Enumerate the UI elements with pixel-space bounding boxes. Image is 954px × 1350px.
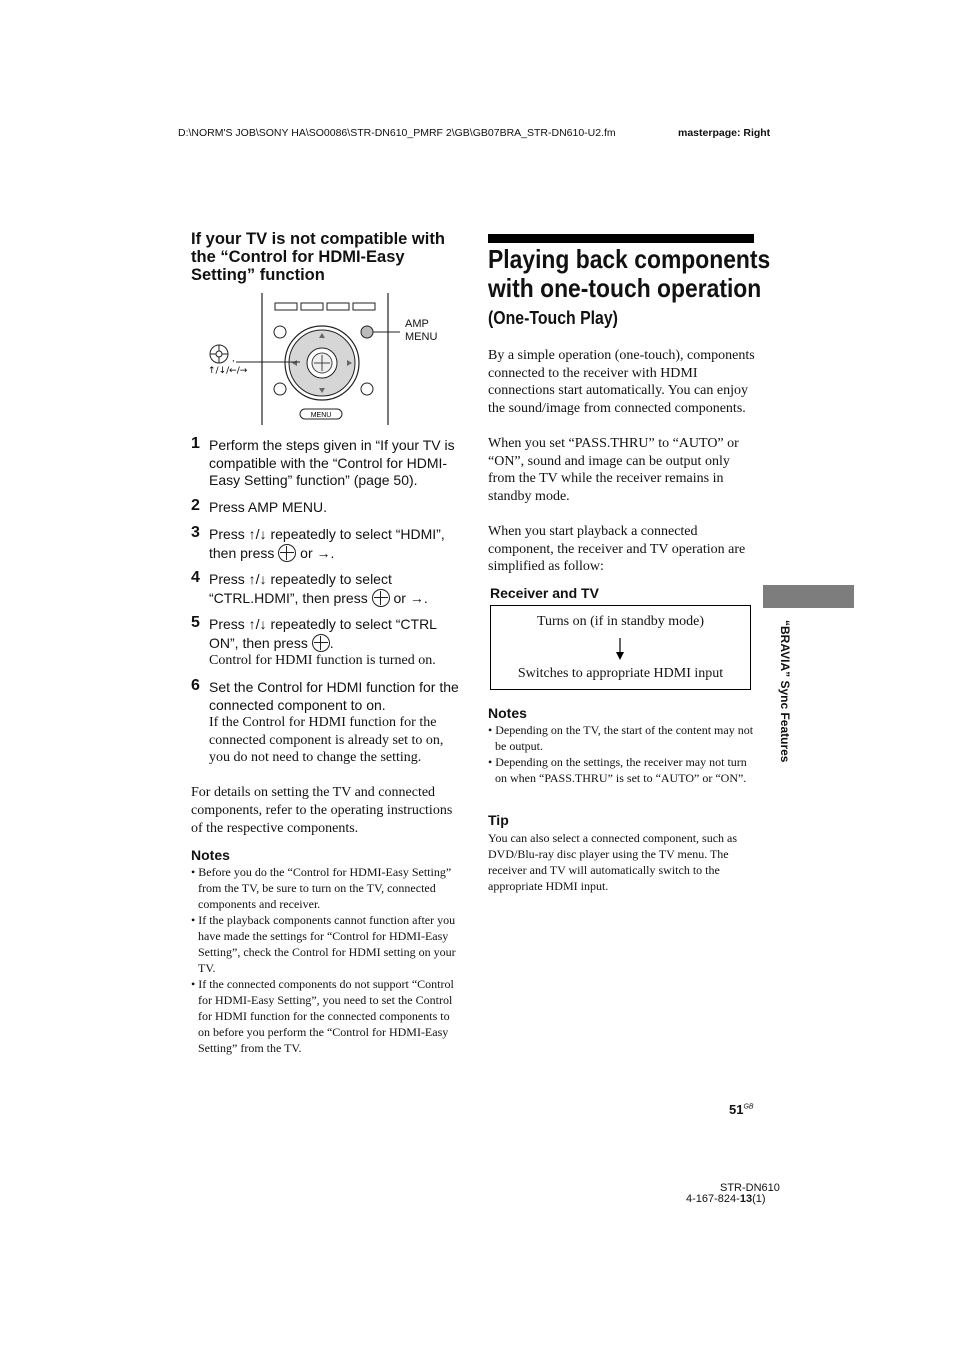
amp-menu-label-line2: MENU	[405, 331, 438, 343]
header-masterpage: masterpage: Right	[678, 127, 771, 139]
document-code-prefix: 4-167-824-	[686, 1193, 740, 1205]
page-title	[488, 244, 771, 303]
step-text: Press AMP MENU.	[209, 499, 327, 515]
side-tab-bar	[763, 585, 854, 608]
page-title-line1: Playing back components	[488, 244, 771, 274]
remote-control-drawing	[200, 293, 460, 428]
document-code-bold: 13	[739, 1193, 753, 1205]
note-item: • Depending on the TV, the start of the content may not be output.	[488, 723, 754, 753]
pass-thru-paragraph: When you set “PASS.THRU” to “AUTO” or “ON”, sound and image can be output only from the TV while the receiver remains in standby mode.	[488, 436, 739, 504]
page-title-line2: with one-touch operation	[488, 273, 762, 303]
down-arrow-icon	[615, 638, 625, 660]
step-text: Perform the steps given in “If your TV is compatible with the “Control for HDMI-Easy Setting” function” (page 50).	[209, 437, 455, 488]
step-text: Press ↑/↓ repeatedly to select “CTRL ON”, then press	[209, 616, 437, 651]
document-code-suffix: (1)	[752, 1193, 766, 1205]
step-number: 5	[191, 614, 200, 631]
note-item: • Depending on the settings, the receiver may not turn on when “PASS.THRU” is set to “AUTO” or “ON”.	[488, 755, 747, 785]
tip-heading: Tip	[488, 812, 509, 828]
page-number-value: 51	[729, 1102, 744, 1117]
step-subtext: If the Control for HDMI function for the connected component is already set to on, you do not need to change the setting.	[209, 715, 444, 765]
document-code	[686, 1193, 766, 1205]
side-tab-label: “BRAVIA” Sync Features	[778, 620, 792, 763]
step-text: Press ↑/↓ repeatedly to select “HDMI”, then press	[209, 526, 445, 561]
notes-heading: Notes	[191, 847, 230, 863]
playback-paragraph: When you start playback a connected component, the receiver and TV operation are simplified as follow:	[488, 524, 746, 575]
flow-heading: Receiver and TV	[490, 585, 599, 601]
intro-paragraph: By a simple operation (one-touch), components connected to the receiver with HDMI connections start automatically. You can enjoy the sound/image from connected components.	[488, 348, 755, 416]
step-number: 2	[191, 497, 200, 514]
step-number: 3	[191, 524, 200, 541]
notes-list	[191, 864, 456, 1056]
page-subtitle: (One-Touch Play)	[488, 308, 618, 328]
step-6	[191, 679, 461, 767]
flow-diagram	[490, 605, 751, 690]
step-5	[191, 616, 461, 670]
tip-text: You can also select a connected component, such as DVD/Blu-ray disc player using the TV menu. The receiver and TV will automatically switch to the appropriate HDMI input.	[488, 831, 738, 893]
flow-step-switch-input: Switches to appropriate HDMI input	[517, 666, 724, 681]
page-number	[729, 1102, 754, 1117]
step-text-end: or →.	[393, 589, 428, 606]
svg-text:,: ,	[232, 353, 235, 363]
enter-button-icon	[278, 544, 296, 562]
step-text: Press ↑/↓ repeatedly to select “CTRL.HDMI”, then press	[209, 571, 392, 606]
section-title: If your TV is not compatible with the “Control for HDMI-Easy Setting” function	[191, 230, 445, 284]
step-1	[191, 437, 461, 490]
note-item: • If the playback components cannot function after you have made the settings for “Control for HDMI-Easy Setting”, check the Control for HDMI setting on your TV.	[191, 913, 456, 975]
arrow-keys-label: ↑/↓/←/→	[208, 366, 248, 376]
note-item: • Before you do the “Control for HDMI-Easy Setting” from the TV, be sure to turn on the TV, connected components and receiver.	[191, 865, 452, 911]
step-number: 4	[191, 569, 200, 586]
details-paragraph: For details on setting the TV and connected components, refer to the operating instructions of the respective components.	[191, 785, 453, 836]
step-text-end: or →.	[300, 544, 335, 561]
enter-button-icon	[372, 589, 390, 607]
step-2	[191, 499, 461, 517]
step-number: 1	[191, 435, 200, 452]
menu-button-label: MENU	[310, 412, 332, 419]
note-item: • If the connected components do not support “Control for HDMI-Easy Setting”, you need to set the Control for HDMI function for the connected components to on before you perform the “Control for HDMI-Easy Setting” from the TV.	[191, 977, 454, 1055]
step-number: 6	[191, 677, 200, 694]
step-4	[191, 571, 461, 607]
title-rule	[488, 234, 754, 243]
enter-button-icon	[312, 634, 330, 652]
header-file-path: D:\NORM'S JOB\SONY HA\SO0086\STR-DN610_PMRF 2\GB\GB07BRA_STR-DN610-U2.fm	[178, 127, 616, 139]
step-text: Set the Control for HDMI function for the connected component to on.	[209, 679, 459, 713]
step-subtext: Control for HDMI function is turned on.	[209, 653, 436, 668]
notes-list	[488, 722, 754, 786]
step-3	[191, 526, 461, 562]
flow-step-turn-on: Turns on (if in standby mode)	[536, 614, 705, 629]
model-number: STR-DN610	[720, 1182, 780, 1194]
step-text-end: .	[329, 634, 334, 651]
notes-heading: Notes	[488, 705, 527, 721]
remote-control-illustration	[200, 293, 460, 428]
page-number-suffix: GB	[743, 1103, 754, 1111]
amp-menu-label-line1: AMP	[405, 318, 429, 330]
